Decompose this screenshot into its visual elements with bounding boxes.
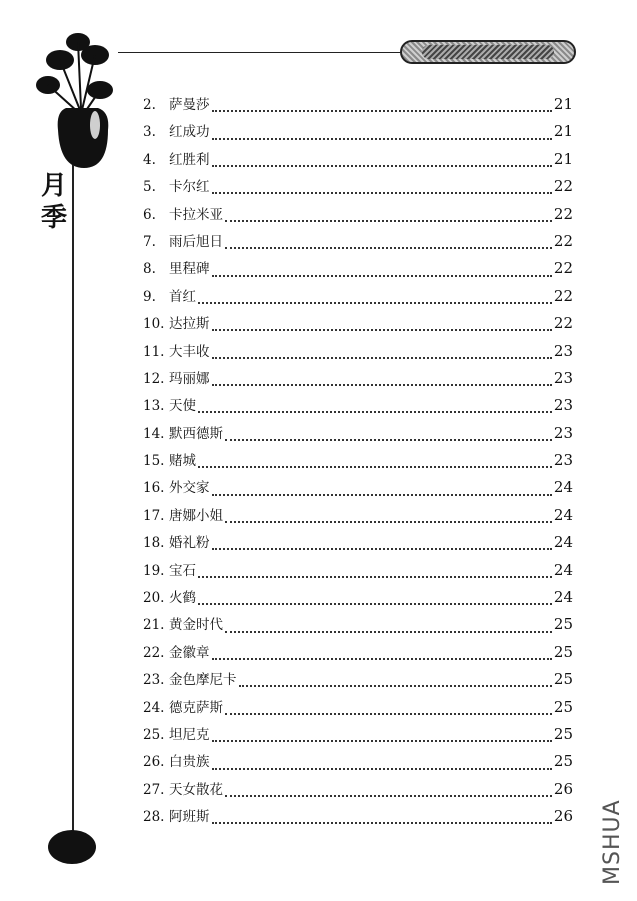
toc-entry-number: 27.: [143, 781, 165, 798]
toc-entry-page: 22: [553, 177, 573, 196]
toc-entry-number: 5.: [143, 179, 156, 196]
toc-entry-number: 22.: [143, 644, 165, 661]
toc-entry-page: 25: [553, 615, 573, 634]
toc-entry-title: 唐娜小姐: [169, 507, 223, 524]
toc-entry-number: 2.: [143, 97, 156, 113]
toc-entry-page: 22: [553, 204, 573, 223]
toc-entry-title: 红胜利: [169, 151, 210, 168]
header-badge: [400, 40, 576, 64]
toc-entry-page: 22: [553, 259, 573, 278]
toc-entry-title: 阿班斯: [169, 809, 210, 826]
toc-entry-title: 里程碑: [169, 261, 210, 278]
toc-entry-title: 首红: [169, 288, 196, 305]
toc-entry[interactable]: [143, 148, 573, 175]
toc-entry-page: 21: [553, 149, 573, 168]
toc-entry[interactable]: [143, 120, 573, 147]
toc-entry-page: 21: [553, 122, 573, 141]
toc-entry[interactable]: [143, 504, 573, 531]
toc-entry-page: 26: [553, 779, 573, 798]
toc-entry[interactable]: [143, 531, 573, 558]
toc-entry-page: 22: [553, 314, 573, 333]
toc-entry-number: 26.: [143, 754, 165, 771]
toc-entry-page: 25: [553, 724, 573, 743]
toc-leader-dots: [212, 191, 552, 194]
toc-leader-dots: [239, 684, 552, 687]
toc-entry-page: 24: [553, 505, 573, 524]
toc-entry-page: 23: [553, 423, 573, 442]
toc-entry-number: 19.: [143, 562, 165, 579]
toc-leader-dots: [225, 219, 552, 222]
toc-entry-title: 坦尼克: [169, 726, 210, 743]
toc-entry-page: 24: [553, 533, 573, 552]
toc-leader-dots: [225, 520, 552, 523]
toc-entry-number: 20.: [143, 590, 165, 607]
toc-entry-number: 8.: [143, 261, 156, 278]
toc-entry-number: 11.: [143, 343, 165, 360]
toc-entry-title: 金徽章: [169, 644, 210, 661]
toc-entry-page: 23: [553, 341, 573, 360]
toc-entry[interactable]: [143, 257, 573, 284]
toc-entry-number: 24.: [143, 699, 165, 716]
toc-entry[interactable]: [143, 476, 573, 503]
toc-leader-dots: [225, 712, 552, 715]
toc-entry-title: 萨曼莎: [169, 97, 210, 113]
toc-entry-title: 婚礼粉: [169, 535, 210, 552]
toc-entry-page: 22: [553, 286, 573, 305]
watermark: MSHUA: [600, 799, 625, 885]
toc-entry-number: 16.: [143, 480, 165, 497]
toc-leader-dots: [212, 657, 552, 660]
toc-entry-title: 玛丽娜: [169, 370, 210, 387]
toc-leader-dots: [212, 137, 552, 140]
toc-leader-dots: [198, 301, 552, 304]
toc-entry-title: 外交家: [169, 480, 210, 497]
toc-entry-title: 大丰收: [169, 343, 210, 360]
vase-flowers-icon: [0, 0, 130, 175]
toc-leader-dots: [212, 547, 552, 550]
toc-entry[interactable]: [143, 449, 573, 476]
toc-entry-title: 天使: [169, 398, 196, 415]
toc-entry-title: 卡尔红: [169, 179, 210, 196]
toc-entry-page: 25: [553, 642, 573, 661]
toc-entry-page: 24: [553, 560, 573, 579]
toc-entry-page: 21: [553, 95, 573, 113]
toc-entry[interactable]: [143, 668, 573, 695]
toc-entry[interactable]: [143, 285, 573, 312]
toc-entry[interactable]: [143, 394, 573, 421]
toc-entry-page: 25: [553, 670, 573, 689]
toc-entry-title: 火鹤: [169, 590, 196, 607]
toc-entry-page: 25: [553, 697, 573, 716]
toc-entry-title: 卡拉米亚: [169, 206, 223, 223]
toc-entry-page: 24: [553, 588, 573, 607]
toc-entry[interactable]: [143, 422, 573, 449]
toc-entry-title: 金色摩尼卡: [169, 672, 237, 689]
toc-entry-number: 28.: [143, 809, 165, 826]
toc-leader-dots: [212, 328, 552, 331]
toc-entry[interactable]: [143, 586, 573, 613]
toc-entry-number: 9.: [143, 288, 156, 305]
toc-entry-number: 6.: [143, 206, 156, 223]
toc-entry-page: 25: [553, 752, 573, 771]
toc-entry-number: 15.: [143, 453, 165, 470]
toc-entry-title: 白贵族: [169, 754, 210, 771]
toc-entry[interactable]: [143, 641, 573, 668]
sidebar-section-label: 月季: [40, 171, 67, 233]
toc-entry-number: 10.: [143, 316, 165, 333]
toc-leader-dots: [212, 821, 552, 824]
toc-entry[interactable]: [143, 340, 573, 367]
toc-entry[interactable]: [143, 312, 573, 339]
toc-leader-dots: [212, 356, 552, 359]
page-corner-disc: [48, 830, 96, 864]
toc-entry-title: 红成功: [169, 124, 210, 141]
toc-entry-title: 达拉斯: [169, 316, 210, 333]
toc-entry[interactable]: [143, 778, 573, 805]
toc-entry-number: 7.: [143, 233, 156, 250]
toc-leader-dots: [198, 602, 552, 605]
toc-entry-number: 12.: [143, 370, 165, 387]
toc-entry[interactable]: [143, 559, 573, 586]
toc-entry-number: 4.: [143, 151, 156, 168]
toc-leader-dots: [225, 438, 552, 441]
toc-leader-dots: [212, 383, 552, 386]
toc-leader-dots: [198, 575, 552, 578]
toc-entry-title: 天女散花: [169, 781, 223, 798]
toc-entry-number: 25.: [143, 726, 165, 743]
toc-entry-page: 23: [553, 396, 573, 415]
toc-entry[interactable]: [143, 367, 573, 394]
toc-entry-page: 23: [553, 368, 573, 387]
toc-leader-dots: [225, 794, 552, 797]
toc-entry[interactable]: [143, 175, 573, 202]
toc-leader-dots: [198, 410, 552, 413]
toc-entry-page: 23: [553, 451, 573, 470]
toc-leader-dots: [225, 246, 552, 249]
toc-entry[interactable]: [143, 93, 573, 120]
sidebar-rule: [72, 165, 74, 845]
toc-leader-dots: [212, 767, 552, 770]
toc-entry[interactable]: [143, 805, 573, 832]
toc-entry-page: 26: [553, 807, 573, 826]
toc-entry-number: 3.: [143, 124, 156, 141]
toc-entry-number: 18.: [143, 535, 165, 552]
toc-entry-title: 赌城: [169, 453, 196, 470]
toc-entry-title: 宝石: [169, 562, 196, 579]
toc-leader-dots: [212, 164, 552, 167]
toc-entry-title: 默西德斯: [169, 425, 223, 442]
toc-leader-dots: [212, 274, 552, 277]
toc-entry-title: 黄金时代: [169, 617, 223, 634]
toc-entry[interactable]: [143, 203, 573, 230]
toc-entry-title: 德克萨斯: [169, 699, 223, 716]
toc-entry-number: 17.: [143, 507, 165, 524]
toc-leader-dots: [225, 630, 552, 633]
toc-entry[interactable]: [143, 750, 573, 777]
toc-entry-page: 22: [553, 231, 573, 250]
toc-entry-number: 23.: [143, 672, 165, 689]
toc-entry[interactable]: [143, 696, 573, 723]
toc-entry-title: 雨后旭日: [169, 233, 223, 250]
toc-entry-number: 13.: [143, 398, 165, 415]
toc-entry[interactable]: [143, 613, 573, 640]
toc-entry[interactable]: [143, 230, 573, 257]
toc-leader-dots: [198, 465, 552, 468]
toc-entry[interactable]: [143, 723, 573, 750]
toc-entry-number: 14.: [143, 425, 165, 442]
toc-leader-dots: [212, 109, 552, 112]
toc-leader-dots: [212, 739, 552, 742]
toc-leader-dots: [212, 493, 552, 496]
toc-entry-number: 21.: [143, 617, 165, 634]
table-of-contents: [143, 93, 573, 833]
header-rule: [118, 52, 408, 53]
toc-entry-page: 24: [553, 478, 573, 497]
